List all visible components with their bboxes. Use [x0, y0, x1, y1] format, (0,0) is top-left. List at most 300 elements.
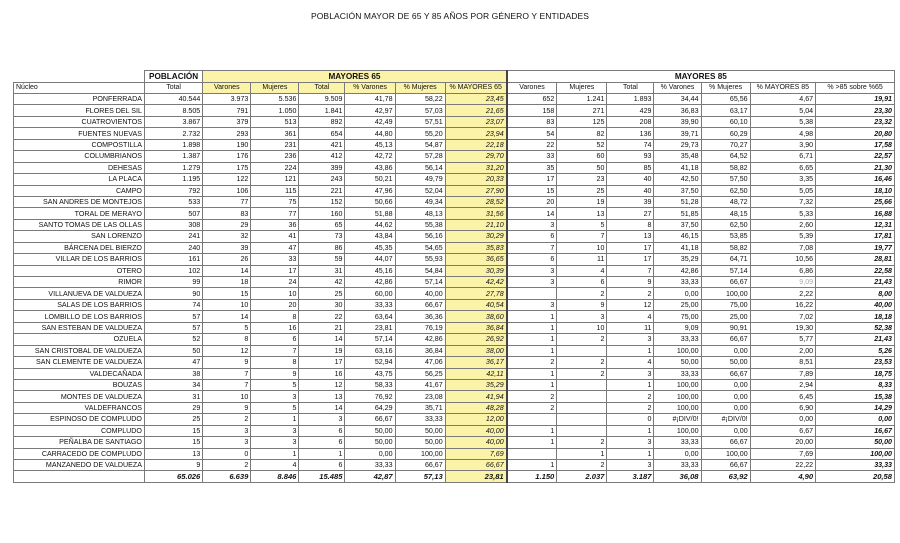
- pct-85-sobre-65-cell: 25,66: [816, 196, 895, 207]
- table-row: [14, 128, 895, 139]
- varones-cell: 379: [203, 116, 251, 127]
- table-row: [14, 334, 895, 345]
- pct-varones-cell: 45,16: [345, 265, 395, 276]
- total-65-cell: 12: [299, 379, 345, 390]
- pct-mujeres-cell: 57,28: [395, 151, 445, 162]
- pct-mujeres-cell: 49,34: [395, 196, 445, 207]
- pct-varones-cell: 63,64: [345, 311, 395, 322]
- nucleo-cell: OTERO: [14, 265, 145, 276]
- mujeres-85-cell: [557, 379, 607, 390]
- mujeres-85-cell: 2: [557, 334, 607, 345]
- pct-mayores-65-cell: 31,20: [445, 162, 506, 173]
- pct-varones-85-cell: 75,00: [654, 311, 701, 322]
- total-85-cell: 2: [607, 288, 654, 299]
- pct-85-sobre-65-cell: 0,00: [816, 414, 895, 425]
- total-65-cell: 152: [299, 196, 345, 207]
- header-total-65: Total: [299, 83, 345, 94]
- table-row: [14, 105, 895, 116]
- varones-85-cell: 1: [507, 425, 557, 436]
- table-row: [14, 242, 895, 253]
- pct-varones-85-cell: 100,00: [654, 391, 701, 402]
- pct-varones-cell: 43,75: [345, 368, 395, 379]
- varones-85-cell: 652: [507, 94, 557, 105]
- total-cell: 507: [144, 208, 202, 219]
- pct-varones-85-cell: 33,33: [654, 334, 701, 345]
- mujeres-85-cell: 1.241: [557, 94, 607, 105]
- varones-85-cell: 6: [507, 231, 557, 242]
- total-85-cell: 1: [607, 448, 654, 459]
- mujeres-cell: 10: [251, 288, 299, 299]
- pct-mujeres-cell: 48,13: [395, 208, 445, 219]
- pct-varones-cell: 45,35: [345, 242, 395, 253]
- nucleo-cell: CUATROVIENTOS: [14, 116, 145, 127]
- mujeres-85-cell: 4: [557, 265, 607, 276]
- mujeres-cell: 41: [251, 231, 299, 242]
- pct-varones-cell: 42,87: [345, 471, 395, 482]
- varones-85-cell: 1: [507, 322, 557, 333]
- table-row: [14, 368, 895, 379]
- varones-85-cell: [507, 448, 557, 459]
- pct-mayores-85-cell: 16,22: [750, 299, 815, 310]
- pct-mujeres-85-cell: #¡DIV/0!: [701, 414, 750, 425]
- total-65-cell: 13: [299, 391, 345, 402]
- varones-cell: 2: [203, 460, 251, 471]
- total-cell: 2.732: [144, 128, 202, 139]
- total-65-cell: 9.509: [299, 94, 345, 105]
- pct-mujeres-cell: 54,65: [395, 242, 445, 253]
- pct-mujeres-85-cell: 57,14: [701, 265, 750, 276]
- header-varones-85: Varones: [507, 83, 557, 94]
- header-pct-mujeres: % Mujeres: [395, 83, 445, 94]
- total-cell: 533: [144, 196, 202, 207]
- header-pct-varones-85: % Varones: [654, 83, 701, 94]
- mujeres-85-cell: 5: [557, 219, 607, 230]
- table-row: [14, 288, 895, 299]
- total-85-cell: 1: [607, 379, 654, 390]
- header-blank: [14, 71, 145, 83]
- pct-mujeres-cell: 57,03: [395, 105, 445, 116]
- nucleo-cell: VALDEFRANCOS: [14, 402, 145, 413]
- nucleo-cell: TORAL DE MERAYO: [14, 208, 145, 219]
- pct-mujeres-85-cell: 66,67: [701, 277, 750, 288]
- mujeres-cell: 3: [251, 391, 299, 402]
- pct-mayores-65-cell: 40,00: [445, 437, 506, 448]
- mujeres-cell: 24: [251, 277, 299, 288]
- pct-mujeres-85-cell: 25,00: [701, 311, 750, 322]
- pct-85-sobre-65-cell: 17,81: [816, 231, 895, 242]
- total-85-cell: 1: [607, 345, 654, 356]
- mujeres-cell: 5: [251, 379, 299, 390]
- mujeres-85-cell: [557, 425, 607, 436]
- pct-mayores-85-cell: 2,60: [750, 219, 815, 230]
- total-85-cell: 39: [607, 196, 654, 207]
- pct-mujeres-cell: 54,84: [395, 265, 445, 276]
- pct-85-sobre-65-cell: 33,33: [816, 460, 895, 471]
- nucleo-cell: COLUMBRIANOS: [14, 151, 145, 162]
- table-row: [14, 311, 895, 322]
- pct-mayores-65-cell: 36,65: [445, 254, 506, 265]
- total-65-cell: 14: [299, 402, 345, 413]
- pct-mayores-85-cell: 3,90: [750, 139, 815, 150]
- total-65-cell: 21: [299, 322, 345, 333]
- table-row: [14, 116, 895, 127]
- pct-mujeres-cell: 36,84: [395, 345, 445, 356]
- pct-varones-85-cell: 36,08: [654, 471, 701, 482]
- pct-varones-cell: 44,62: [345, 219, 395, 230]
- total-85-cell: 9: [607, 277, 654, 288]
- mujeres-85-cell: 2: [557, 460, 607, 471]
- pct-varones-cell: 50,00: [345, 437, 395, 448]
- total-85-cell: 40: [607, 185, 654, 196]
- pct-mujeres-cell: 50,00: [395, 425, 445, 436]
- total-85-cell: 40: [607, 174, 654, 185]
- total-85-cell: 3: [607, 437, 654, 448]
- nucleo-cell: PEÑALBA DE SANTIAGO: [14, 437, 145, 448]
- total-65-cell: 42: [299, 277, 345, 288]
- pct-mayores-65-cell: 26,92: [445, 334, 506, 345]
- total-cell: 47: [144, 357, 202, 368]
- pct-varones-cell: 64,29: [345, 402, 395, 413]
- mujeres-85-cell: 7: [557, 231, 607, 242]
- mujeres-cell: 231: [251, 139, 299, 150]
- total-65-cell: 59: [299, 254, 345, 265]
- pct-mayores-65-cell: 30,29: [445, 231, 506, 242]
- varones-cell: 14: [203, 265, 251, 276]
- varones-cell: 29: [203, 219, 251, 230]
- total-cell: 25: [144, 414, 202, 425]
- pct-varones-85-cell: 36,83: [654, 105, 701, 116]
- pct-mayores-65-cell: 66,67: [445, 460, 506, 471]
- varones-cell: 9: [203, 402, 251, 413]
- varones-85-cell: 17: [507, 174, 557, 185]
- pct-varones-85-cell: 37,50: [654, 185, 701, 196]
- pct-mujeres-85-cell: 65,56: [701, 94, 750, 105]
- total-65-cell: 1: [299, 448, 345, 459]
- pct-varones-cell: 57,14: [345, 334, 395, 345]
- pct-mayores-85-cell: 7,02: [750, 311, 815, 322]
- pct-varones-85-cell: 39,90: [654, 116, 701, 127]
- table-row: [14, 391, 895, 402]
- table-row: [14, 277, 895, 288]
- total-65-cell: 30: [299, 299, 345, 310]
- pct-varones-85-cell: 0,00: [654, 448, 701, 459]
- pct-85-sobre-65-cell: 19,77: [816, 242, 895, 253]
- varones-cell: 5: [203, 322, 251, 333]
- nucleo-cell: CAMPO: [14, 185, 145, 196]
- total-65-cell: 6: [299, 460, 345, 471]
- pct-mujeres-85-cell: 58,82: [701, 242, 750, 253]
- pct-mujeres-85-cell: 62,50: [701, 219, 750, 230]
- pct-mujeres-85-cell: 62,50: [701, 185, 750, 196]
- pct-mayores-65-cell: 41,94: [445, 391, 506, 402]
- total-cell: 90: [144, 288, 202, 299]
- pct-varones-cell: 52,94: [345, 357, 395, 368]
- pct-varones-85-cell: 39,71: [654, 128, 701, 139]
- mujeres-cell: 1.050: [251, 105, 299, 116]
- pct-varones-cell: 23,81: [345, 322, 395, 333]
- pct-mayores-85-cell: 5,77: [750, 334, 815, 345]
- total-65-cell: 65: [299, 219, 345, 230]
- total-cell: 57: [144, 322, 202, 333]
- varones-85-cell: 3: [507, 219, 557, 230]
- varones-cell: 9: [203, 357, 251, 368]
- pct-varones-cell: 43,86: [345, 162, 395, 173]
- nucleo-cell: SALAS DE LOS BARRIOS: [14, 299, 145, 310]
- pct-85-sobre-65-cell: 100,00: [816, 448, 895, 459]
- pct-mayores-85-cell: 9,09: [750, 277, 815, 288]
- pct-mujeres-cell: 57,13: [395, 471, 445, 482]
- table-row: [14, 425, 895, 436]
- pct-mujeres-cell: 55,93: [395, 254, 445, 265]
- varones-cell: 122: [203, 174, 251, 185]
- pct-mayores-85-cell: 6,86: [750, 265, 815, 276]
- pct-varones-85-cell: 29,73: [654, 139, 701, 150]
- varones-85-cell: 83: [507, 116, 557, 127]
- pct-varones-cell: 51,88: [345, 208, 395, 219]
- pct-85-sobre-65-cell: 28,81: [816, 254, 895, 265]
- varones-cell: 2: [203, 414, 251, 425]
- pct-varones-85-cell: 33,33: [654, 277, 701, 288]
- varones-85-cell: 6: [507, 254, 557, 265]
- total-85-cell: 1: [607, 425, 654, 436]
- total-85-cell: 74: [607, 139, 654, 150]
- pct-85-sobre-65-cell: 18,75: [816, 368, 895, 379]
- pct-mujeres-85-cell: 64,71: [701, 254, 750, 265]
- pct-mayores-85-cell: 6,67: [750, 425, 815, 436]
- pct-mayores-65-cell: 40,54: [445, 299, 506, 310]
- pct-85-sobre-65-cell: 22,57: [816, 151, 895, 162]
- total-65-cell: 15.485: [299, 471, 345, 482]
- pct-85-sobre-65-cell: 17,58: [816, 139, 895, 150]
- mujeres-85-cell: 25: [557, 185, 607, 196]
- varones-85-cell: 1: [507, 437, 557, 448]
- pct-mujeres-cell: 56,25: [395, 368, 445, 379]
- pct-85-sobre-65-cell: 18,18: [816, 311, 895, 322]
- pct-mujeres-85-cell: 0,00: [701, 425, 750, 436]
- pct-mayores-85-cell: 22,22: [750, 460, 815, 471]
- mujeres-cell: 75: [251, 196, 299, 207]
- pct-85-sobre-65-cell: 52,38: [816, 322, 895, 333]
- pct-varones-85-cell: 25,00: [654, 299, 701, 310]
- pct-mayores-65-cell: 21,65: [445, 105, 506, 116]
- varones-85-cell: 1: [507, 368, 557, 379]
- total-65-cell: 3: [299, 414, 345, 425]
- pct-mayores-85-cell: 8,51: [750, 357, 815, 368]
- total-65-cell: 421: [299, 139, 345, 150]
- pct-varones-cell: 44,07: [345, 254, 395, 265]
- mujeres-85-cell: 3: [557, 311, 607, 322]
- pct-mayores-65-cell: 27,78: [445, 288, 506, 299]
- pct-varones-85-cell: 100,00: [654, 402, 701, 413]
- pct-85-sobre-65-cell: 18,10: [816, 185, 895, 196]
- pct-mujeres-cell: 41,67: [395, 379, 445, 390]
- nucleo-cell: ESPINOSO DE COMPLUDO: [14, 414, 145, 425]
- pct-varones-cell: 50,66: [345, 196, 395, 207]
- total-cell: 15: [144, 437, 202, 448]
- pct-varones-cell: 50,00: [345, 425, 395, 436]
- pct-mayores-65-cell: 29,70: [445, 151, 506, 162]
- total-85-cell: 208: [607, 116, 654, 127]
- pct-varones-cell: 45,13: [345, 139, 395, 150]
- varones-cell: 32: [203, 231, 251, 242]
- pct-mujeres-85-cell: 48,72: [701, 196, 750, 207]
- header-pct-varones: % Varones: [345, 83, 395, 94]
- table-row: [14, 357, 895, 368]
- total-65-cell: 399: [299, 162, 345, 173]
- varones-cell: 190: [203, 139, 251, 150]
- pct-varones-85-cell: 41,18: [654, 242, 701, 253]
- pct-mayores-65-cell: 20,33: [445, 174, 506, 185]
- varones-cell: 3: [203, 437, 251, 448]
- mujeres-85-cell: 10: [557, 242, 607, 253]
- pct-mujeres-85-cell: 48,15: [701, 208, 750, 219]
- total-cell: 161: [144, 254, 202, 265]
- total-85-cell: 4: [607, 311, 654, 322]
- varones-85-cell: 2: [507, 391, 557, 402]
- header-pct-mujeres-85: % Mujeres: [701, 83, 750, 94]
- pct-85-sobre-65-cell: 23,30: [816, 105, 895, 116]
- total-85-cell: 2: [607, 391, 654, 402]
- pct-mujeres-cell: 66,67: [395, 299, 445, 310]
- pct-mujeres-cell: 35,71: [395, 402, 445, 413]
- total-cell: 3.867: [144, 116, 202, 127]
- table-row: [14, 414, 895, 425]
- total-cell: 40.544: [144, 94, 202, 105]
- mujeres-cell: 6: [251, 334, 299, 345]
- pct-mayores-65-cell: 12,00: [445, 414, 506, 425]
- pct-mayores-85-cell: 6,71: [750, 151, 815, 162]
- total-cell: 74: [144, 299, 202, 310]
- pct-85-sobre-65-cell: 16,67: [816, 425, 895, 436]
- total-85-cell: 11: [607, 322, 654, 333]
- varones-cell: 10: [203, 391, 251, 402]
- table-row: [14, 254, 895, 265]
- nucleo-cell: MONTES DE VALDUEZA: [14, 391, 145, 402]
- header-poblacion: POBLACIÓN: [144, 71, 202, 83]
- total-cell: 31: [144, 391, 202, 402]
- pct-mayores-65-cell: 23,07: [445, 116, 506, 127]
- mujeres-85-cell: 1: [557, 448, 607, 459]
- mujeres-cell: 115: [251, 185, 299, 196]
- total-85-cell: 8: [607, 219, 654, 230]
- pct-varones-cell: 60,00: [345, 288, 395, 299]
- pct-mayores-85-cell: 0,00: [750, 414, 815, 425]
- pct-85-sobre-65-cell: 23,32: [816, 116, 895, 127]
- total-85-cell: 27: [607, 208, 654, 219]
- varones-cell: 26: [203, 254, 251, 265]
- pct-mujeres-85-cell: 70,27: [701, 139, 750, 150]
- varones-85-cell: 54: [507, 128, 557, 139]
- total-cell: 240: [144, 242, 202, 253]
- varones-cell: 77: [203, 196, 251, 207]
- nucleo-cell: DEHESAS: [14, 162, 145, 173]
- header-mayores-85: MAYORES 85: [507, 71, 895, 83]
- nucleo-cell: COMPLUDO: [14, 425, 145, 436]
- pct-mayores-85-cell: 6,90: [750, 402, 815, 413]
- pct-mayores-85-cell: 6,65: [750, 162, 815, 173]
- varones-cell: 175: [203, 162, 251, 173]
- varones-85-cell: 33: [507, 151, 557, 162]
- pct-85-sobre-65-cell: 5,26: [816, 345, 895, 356]
- totals-label-cell: [14, 471, 145, 482]
- pct-mujeres-85-cell: 66,67: [701, 368, 750, 379]
- nucleo-cell: OZUELA: [14, 334, 145, 345]
- pct-mujeres-cell: 23,08: [395, 391, 445, 402]
- total-cell: 57: [144, 311, 202, 322]
- pct-mujeres-cell: 54,87: [395, 139, 445, 150]
- pct-mayores-65-cell: 23,94: [445, 128, 506, 139]
- mujeres-85-cell: 9: [557, 299, 607, 310]
- pct-mujeres-85-cell: 100,00: [701, 448, 750, 459]
- pct-varones-85-cell: 100,00: [654, 345, 701, 356]
- varones-85-cell: 3: [507, 265, 557, 276]
- pct-varones-85-cell: 46,15: [654, 231, 701, 242]
- pct-varones-85-cell: #¡DIV/0!: [654, 414, 701, 425]
- varones-cell: 18: [203, 277, 251, 288]
- table-row: [14, 162, 895, 173]
- pct-mujeres-85-cell: 63,92: [701, 471, 750, 482]
- nucleo-cell: BOUZAS: [14, 379, 145, 390]
- header-nucleo: Núcleo: [14, 83, 145, 94]
- pct-mayores-65-cell: 38,60: [445, 311, 506, 322]
- pct-mujeres-85-cell: 53,85: [701, 231, 750, 242]
- table-row: [14, 437, 895, 448]
- pct-85-sobre-65-cell: 8,33: [816, 379, 895, 390]
- total-65-cell: 1.841: [299, 105, 345, 116]
- header-row-1: [14, 71, 895, 83]
- total-65-cell: 86: [299, 242, 345, 253]
- mujeres-cell: 7: [251, 345, 299, 356]
- pct-85-sobre-65-cell: 23,53: [816, 357, 895, 368]
- total-cell: 8.505: [144, 105, 202, 116]
- pct-mujeres-cell: 100,00: [395, 448, 445, 459]
- pct-varones-cell: 66,67: [345, 414, 395, 425]
- pct-mujeres-85-cell: 75,00: [701, 299, 750, 310]
- data-table: [13, 70, 895, 483]
- mujeres-cell: 513: [251, 116, 299, 127]
- total-85-cell: 13: [607, 231, 654, 242]
- header-varones: Varones: [203, 83, 251, 94]
- table-row: [14, 299, 895, 310]
- pct-mayores-65-cell: 22,18: [445, 139, 506, 150]
- mujeres-cell: 121: [251, 174, 299, 185]
- mujeres-85-cell: 2.037: [557, 471, 607, 482]
- header-total-85: Total: [607, 83, 654, 94]
- mujeres-85-cell: 82: [557, 128, 607, 139]
- mujeres-cell: 1: [251, 448, 299, 459]
- pct-varones-cell: 50,21: [345, 174, 395, 185]
- mujeres-cell: 16: [251, 322, 299, 333]
- pct-mayores-85-cell: 5,33: [750, 208, 815, 219]
- totals-row: [14, 471, 895, 482]
- mujeres-85-cell: 2: [557, 288, 607, 299]
- total-cell: 65.026: [144, 471, 202, 482]
- pct-85-sobre-65-cell: 12,31: [816, 219, 895, 230]
- pct-mayores-85-cell: 2,22: [750, 288, 815, 299]
- pct-varones-85-cell: 42,50: [654, 174, 701, 185]
- pct-mujeres-85-cell: 66,67: [701, 460, 750, 471]
- pct-mayores-85-cell: 4,67: [750, 94, 815, 105]
- pct-mayores-85-cell: 7,32: [750, 196, 815, 207]
- pct-varones-85-cell: 35,48: [654, 151, 701, 162]
- pct-mujeres-85-cell: 60,29: [701, 128, 750, 139]
- total-65-cell: 412: [299, 151, 345, 162]
- total-65-cell: 73: [299, 231, 345, 242]
- mujeres-85-cell: [557, 402, 607, 413]
- mujeres-85-cell: 2: [557, 368, 607, 379]
- total-cell: 792: [144, 185, 202, 196]
- nucleo-cell: VILLAR DE LOS BARRIOS: [14, 254, 145, 265]
